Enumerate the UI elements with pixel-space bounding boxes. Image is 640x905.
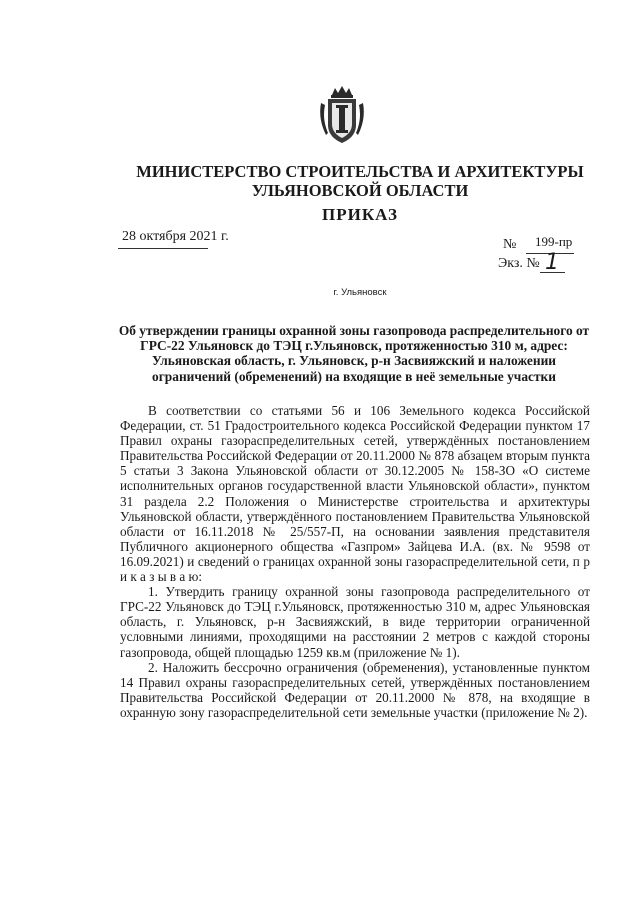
preamble-paragraph: В соответствии со статьями 56 и 106 Земельного кодекса Российской Федерации, ст. 51 Градостроительного кодекса Российской Федерации пунктом 17 Правил охраны газораспределительных сетей, утверждённых постановлением Правительства Российской Федерации от 20.11.2000 № 878 абзацем вторым пункта 5 статьи 3 Закона Ульяновской области от 30.12.2005 № 158-ЗО «О системе исполнительных органов государственной власти Ульяновской области», пунктом 31 раздела 2.2 Положения о Министерстве строительства и архитектуры Ульяновской области, утверждённого постановлением Правительства Ульяновской области от 16.11.2018 № 25/557-П, на основании заявления представителя Публичного акционерного общества «Газпром» Зайцева И.А. (вх. № 9598 от 16.09.2021) и сведений о границах охранной зоны газораспределительной сети, п р и к а з ы в а ю: [120, 403, 590, 585]
item-2-paragraph: 2. Наложить бессрочно ограничения (обременения), установленные пунктом 14 Правил охраны газораспределительных сетей, утверждённых постановлением Правительства Российской Федерации от 20.11.2000 № 878, на входящие в охранную зону газораспределительной сети земельные участки (приложение № 2). [120, 659, 590, 720]
copy-number-value: 1 [545, 250, 559, 275]
item-1-paragraph: 1. Утвердить границу охранной зоны газопровода распределительного от ГРС-22 Ульяновск до ТЭЦ г.Ульяновск, протяженностью 310 м, адрес Ульяновская область, г. Ульяновск, р-н Засвияжский, в виде территории ограниченной условными линиями, проходящими на расстоянии 2 метров с каждой стороны газопровода, общей площадью 1259 кв.м (приложение № 1). [120, 584, 590, 660]
order-number-value: 199-пр [535, 234, 573, 249]
order-title: ПРИКАЗ [322, 205, 398, 224]
order-subject: Об утверждении границы охранной зоны газопровода распределительного от ГРС-22 Ульяновск до ТЭЦ г.Ульяновск, протяженностью 310 м, адрес: Ульяновская область, г. Ульяновск, р-н Засвияжский и наложении ограничений (обременений) на входящие в неё земельные участки [118, 323, 590, 384]
order-date: 28 октября 2021 г. [122, 229, 229, 244]
date-underline [118, 248, 208, 249]
ministry-line-2: УЛЬЯНОВСКОЙ ОБЛАСТИ [251, 181, 469, 200]
copy-number-label: Экз. № [498, 256, 540, 271]
ministry-line-1: МИНИСТЕРСТВО СТРОИТЕЛЬСТВА И АРХИТЕКТУРЫ [136, 162, 584, 181]
city: г. Ульяновск [333, 287, 387, 298]
order-body [120, 403, 590, 720]
ministry-name [110, 162, 610, 200]
ulyanovsk-coat-of-arms-icon [318, 85, 366, 147]
order-number-label: № [503, 237, 517, 252]
copy-underline [540, 272, 565, 273]
